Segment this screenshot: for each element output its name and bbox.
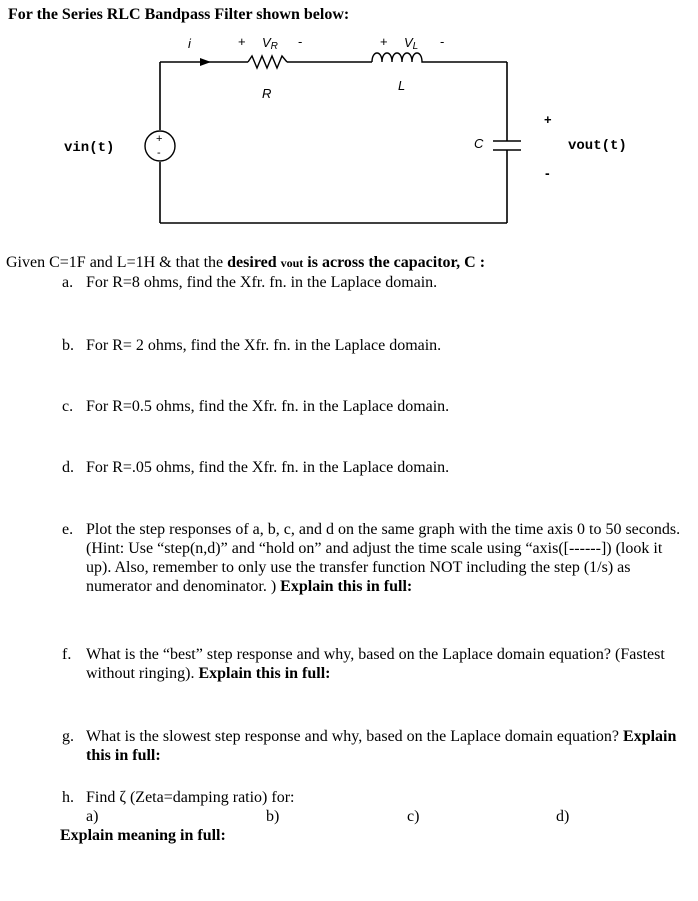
question-e: e. Plot the step responses of a, b, c, and d on the same graph with the time axis 0 to 50 seconds. (Hint: Use “step(n,d)” and “hold on” and adjust the time scale using “axis([------]) (look it up). Also, remember to only use the transfer function NOT including the step (1/s) as numerator and denominator. ) Explain this in full:	[62, 521, 681, 595]
c-label: C	[474, 136, 484, 151]
vr-label: VR	[262, 35, 278, 52]
inductor-symbol	[372, 53, 429, 62]
resistor-symbol	[248, 56, 287, 68]
h-part-a: a)	[86, 808, 99, 825]
question-g: g. What is the slowest step response and why, based on the Laplace domain equation? Explain this in full:	[62, 728, 677, 764]
explain-meaning: Explain meaning in full:	[60, 827, 226, 844]
question-c: c. For R=0.5 ohms, find the Xfr. fn. in the Laplace domain.	[62, 398, 450, 415]
current-label: i	[188, 36, 191, 51]
vin-label: vin(t)	[64, 140, 115, 156]
l-label: L	[398, 78, 406, 93]
vl-label: VL	[404, 35, 419, 52]
rlc-circuit-diagram	[0, 0, 698, 250]
vr-plus-label: +	[238, 34, 246, 49]
question-f: f. What is the “best” step response and why, based on the Laplace domain equation? (Fastest without ringing). Explain this in full:	[62, 646, 665, 682]
vr-minus-label: -	[298, 34, 303, 49]
vout-plus-label: +	[544, 112, 552, 127]
vl-plus-label: +	[380, 34, 388, 49]
vout-minus-label: -	[545, 165, 550, 181]
r-label: R	[262, 86, 272, 101]
current-arrow-icon	[200, 58, 211, 66]
capacitor-symbol	[493, 141, 521, 150]
h-part-b: b)	[266, 808, 280, 825]
page-title: For the Series RLC Bandpass Filter shown below:	[8, 6, 350, 23]
question-d: d. For R=.05 ohms, find the Xfr. fn. in the Laplace domain.	[62, 459, 450, 476]
source-plus-label: +	[156, 133, 163, 145]
question-h: h. Find ζ (Zeta=damping ratio) for:	[62, 789, 295, 806]
h-part-c: c)	[407, 808, 420, 825]
given-statement: Given C=1F and L=1H & that the desired vout is across the capacitor, C :	[6, 254, 486, 271]
question-a: a. For R=8 ohms, find the Xfr. fn. in the Laplace domain.	[62, 274, 438, 291]
source-minus-label: -	[157, 147, 161, 159]
h-part-d: d)	[556, 808, 570, 825]
vl-minus-label: -	[440, 34, 445, 49]
question-b: b. For R= 2 ohms, find the Xfr. fn. in the Laplace domain.	[62, 337, 442, 354]
vout-label: vout(t)	[568, 138, 627, 154]
